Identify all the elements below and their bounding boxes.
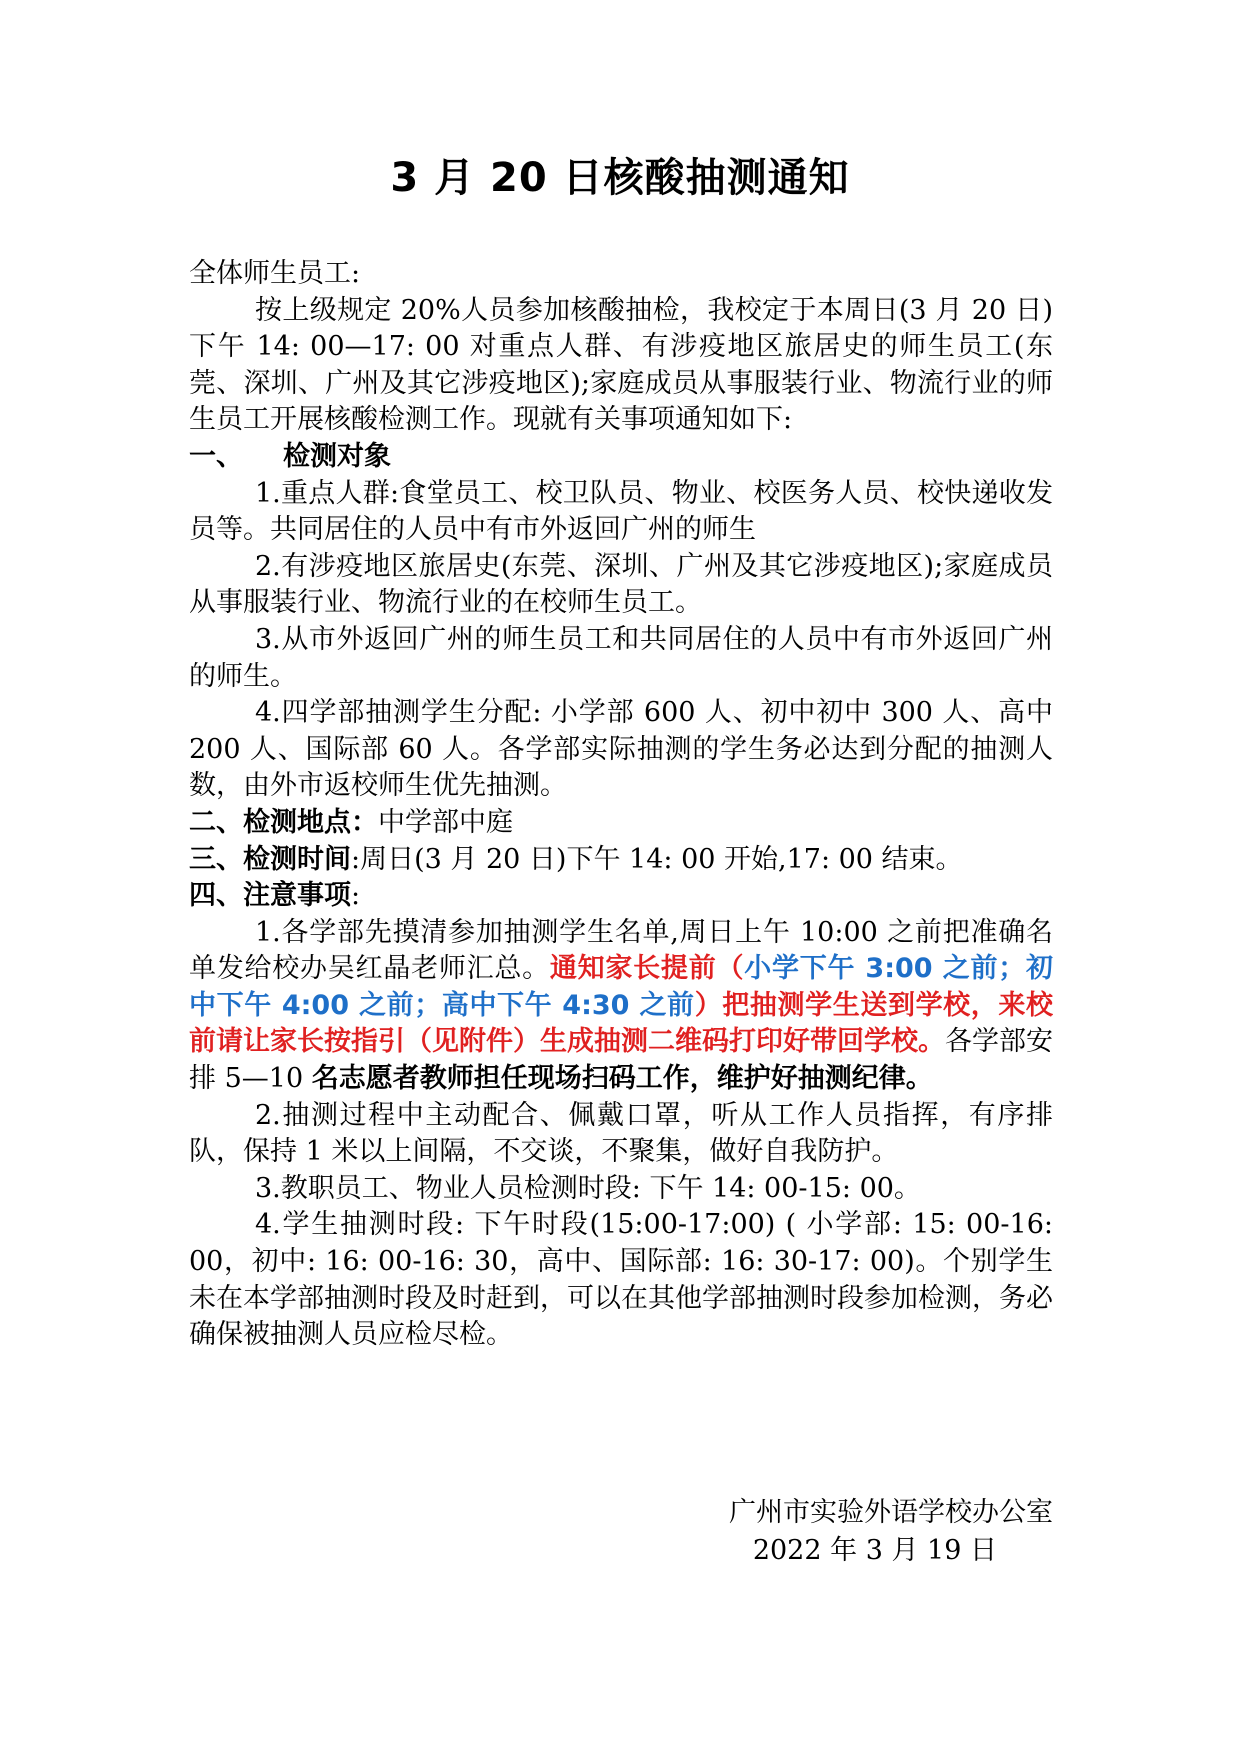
item-1-plain-mid: 各学部安排 5—10 — [189, 1026, 1053, 1095]
item-1-blue-highlight: 小学下午 3:00 之前；初中下午 4:00 之前；高中下午 4:30 之前 — [189, 953, 1054, 1021]
signature-block — [729, 1494, 1053, 1570]
item-1-red-highlight-2: ）把抽测学生送到学校，来校前请让家长按指引（见附件）生成抽测二维码打印好带回学校。 — [189, 989, 1054, 1058]
salutation: 全体师生员工: — [189, 258, 361, 289]
section-3 — [189, 842, 1053, 879]
document-title: 3 月 20 日核酸抽测通知 — [390, 155, 850, 201]
section-1-number: 一、 — [189, 440, 243, 472]
item-1-plain-start: 1.各学部先摸清参加抽测学生名单,周日上午 10:00 之前把准确名单发给校办吴红晶老师汇总。 — [189, 916, 1053, 985]
section-2 — [189, 805, 1053, 842]
section-4-colon: : — [351, 880, 361, 912]
section-1-title: 检测对象 — [283, 440, 391, 472]
section-2-heading: 二、检测地点： — [189, 806, 378, 838]
document-body — [189, 256, 1053, 1354]
section-4-item: 4.学生抽测时段: 下午时段(15:00-17:00) ( 小学部: 15: 00-16: 00，初中: 16: 00-16: 30，高中、国际部: 16: 30-17: 00)。个别学生未在本学部抽测时段及时赶到，可以在其他学部抽测时段参加检测，务必确保被抽测人员应检尽检。 — [189, 1209, 1053, 1351]
section-4-item: 3.教职员工、物业人员检测时段: 下午 14: 00-15: 00。 — [255, 1172, 921, 1204]
section-1-item: 1.重点人群:食堂员工、校卫队员、物业、校医务人员、校快递收发员等。共同居住的人员中有市外返回广州的师生 — [189, 477, 1053, 546]
item-1-bold-end: 名志愿者教师担任现场扫码工作，维护好抽测纪律。 — [311, 1063, 933, 1095]
section-1-item: 4.四学部抽测学生分配: 小学部 600 人、初中初中 300 人、高中 200 人、国际部 60 人。各学部实际抽测的学生务必达到分配的抽测人数，由外市返校师生优先抽测。 — [189, 697, 1053, 802]
section-3-heading: 三、检测时间 — [189, 843, 351, 875]
section-1-item: 3.从市外返回广州的师生员工和共同居住的人员中有市外返回广州的师生。 — [189, 623, 1053, 692]
section-4-heading-line — [189, 878, 1053, 915]
section-2-text: 中学部中庭 — [378, 806, 513, 838]
section-3-text: :周日(3 月 20 日)下午 14: 00 开始,17: 00 结束。 — [351, 843, 963, 875]
section-4-item: 2.抽测过程中主动配合、佩戴口罩，听从工作人员指挥，有序排队，保持 1 米以上间隔，不交谈，不聚集，做好自我防护。 — [189, 1099, 1053, 1168]
intro-paragraph: 按上级规定 20%人员参加核酸抽检，我校定于本周日(3 月 20 日)下午 14: 00—17: 00 对重点人群、有涉疫地区旅居史的师生员工(东莞、深圳、广州及其它涉疫地区);家庭成员从事服装行业、物流行业的师生员工开展核酸检测工作。现就有关事项通知如下: — [189, 294, 1053, 436]
signature-org: 广州市实验外语学校办公室 — [729, 1497, 1053, 1528]
section-4-heading: 四、注意事项 — [189, 880, 351, 912]
item-1-red-highlight-1: 通知家长提前（ — [549, 953, 745, 985]
signature-date: 2022 年 3 月 19 日 — [752, 1535, 997, 1566]
section-4-item-1 — [189, 915, 1053, 1098]
section-1-heading — [189, 439, 1053, 476]
section-1-item: 2.有涉疫地区旅居史(东莞、深圳、广州及其它涉疫地区);家庭成员从事服装行业、物流行业的在校师生员工。 — [189, 550, 1053, 619]
